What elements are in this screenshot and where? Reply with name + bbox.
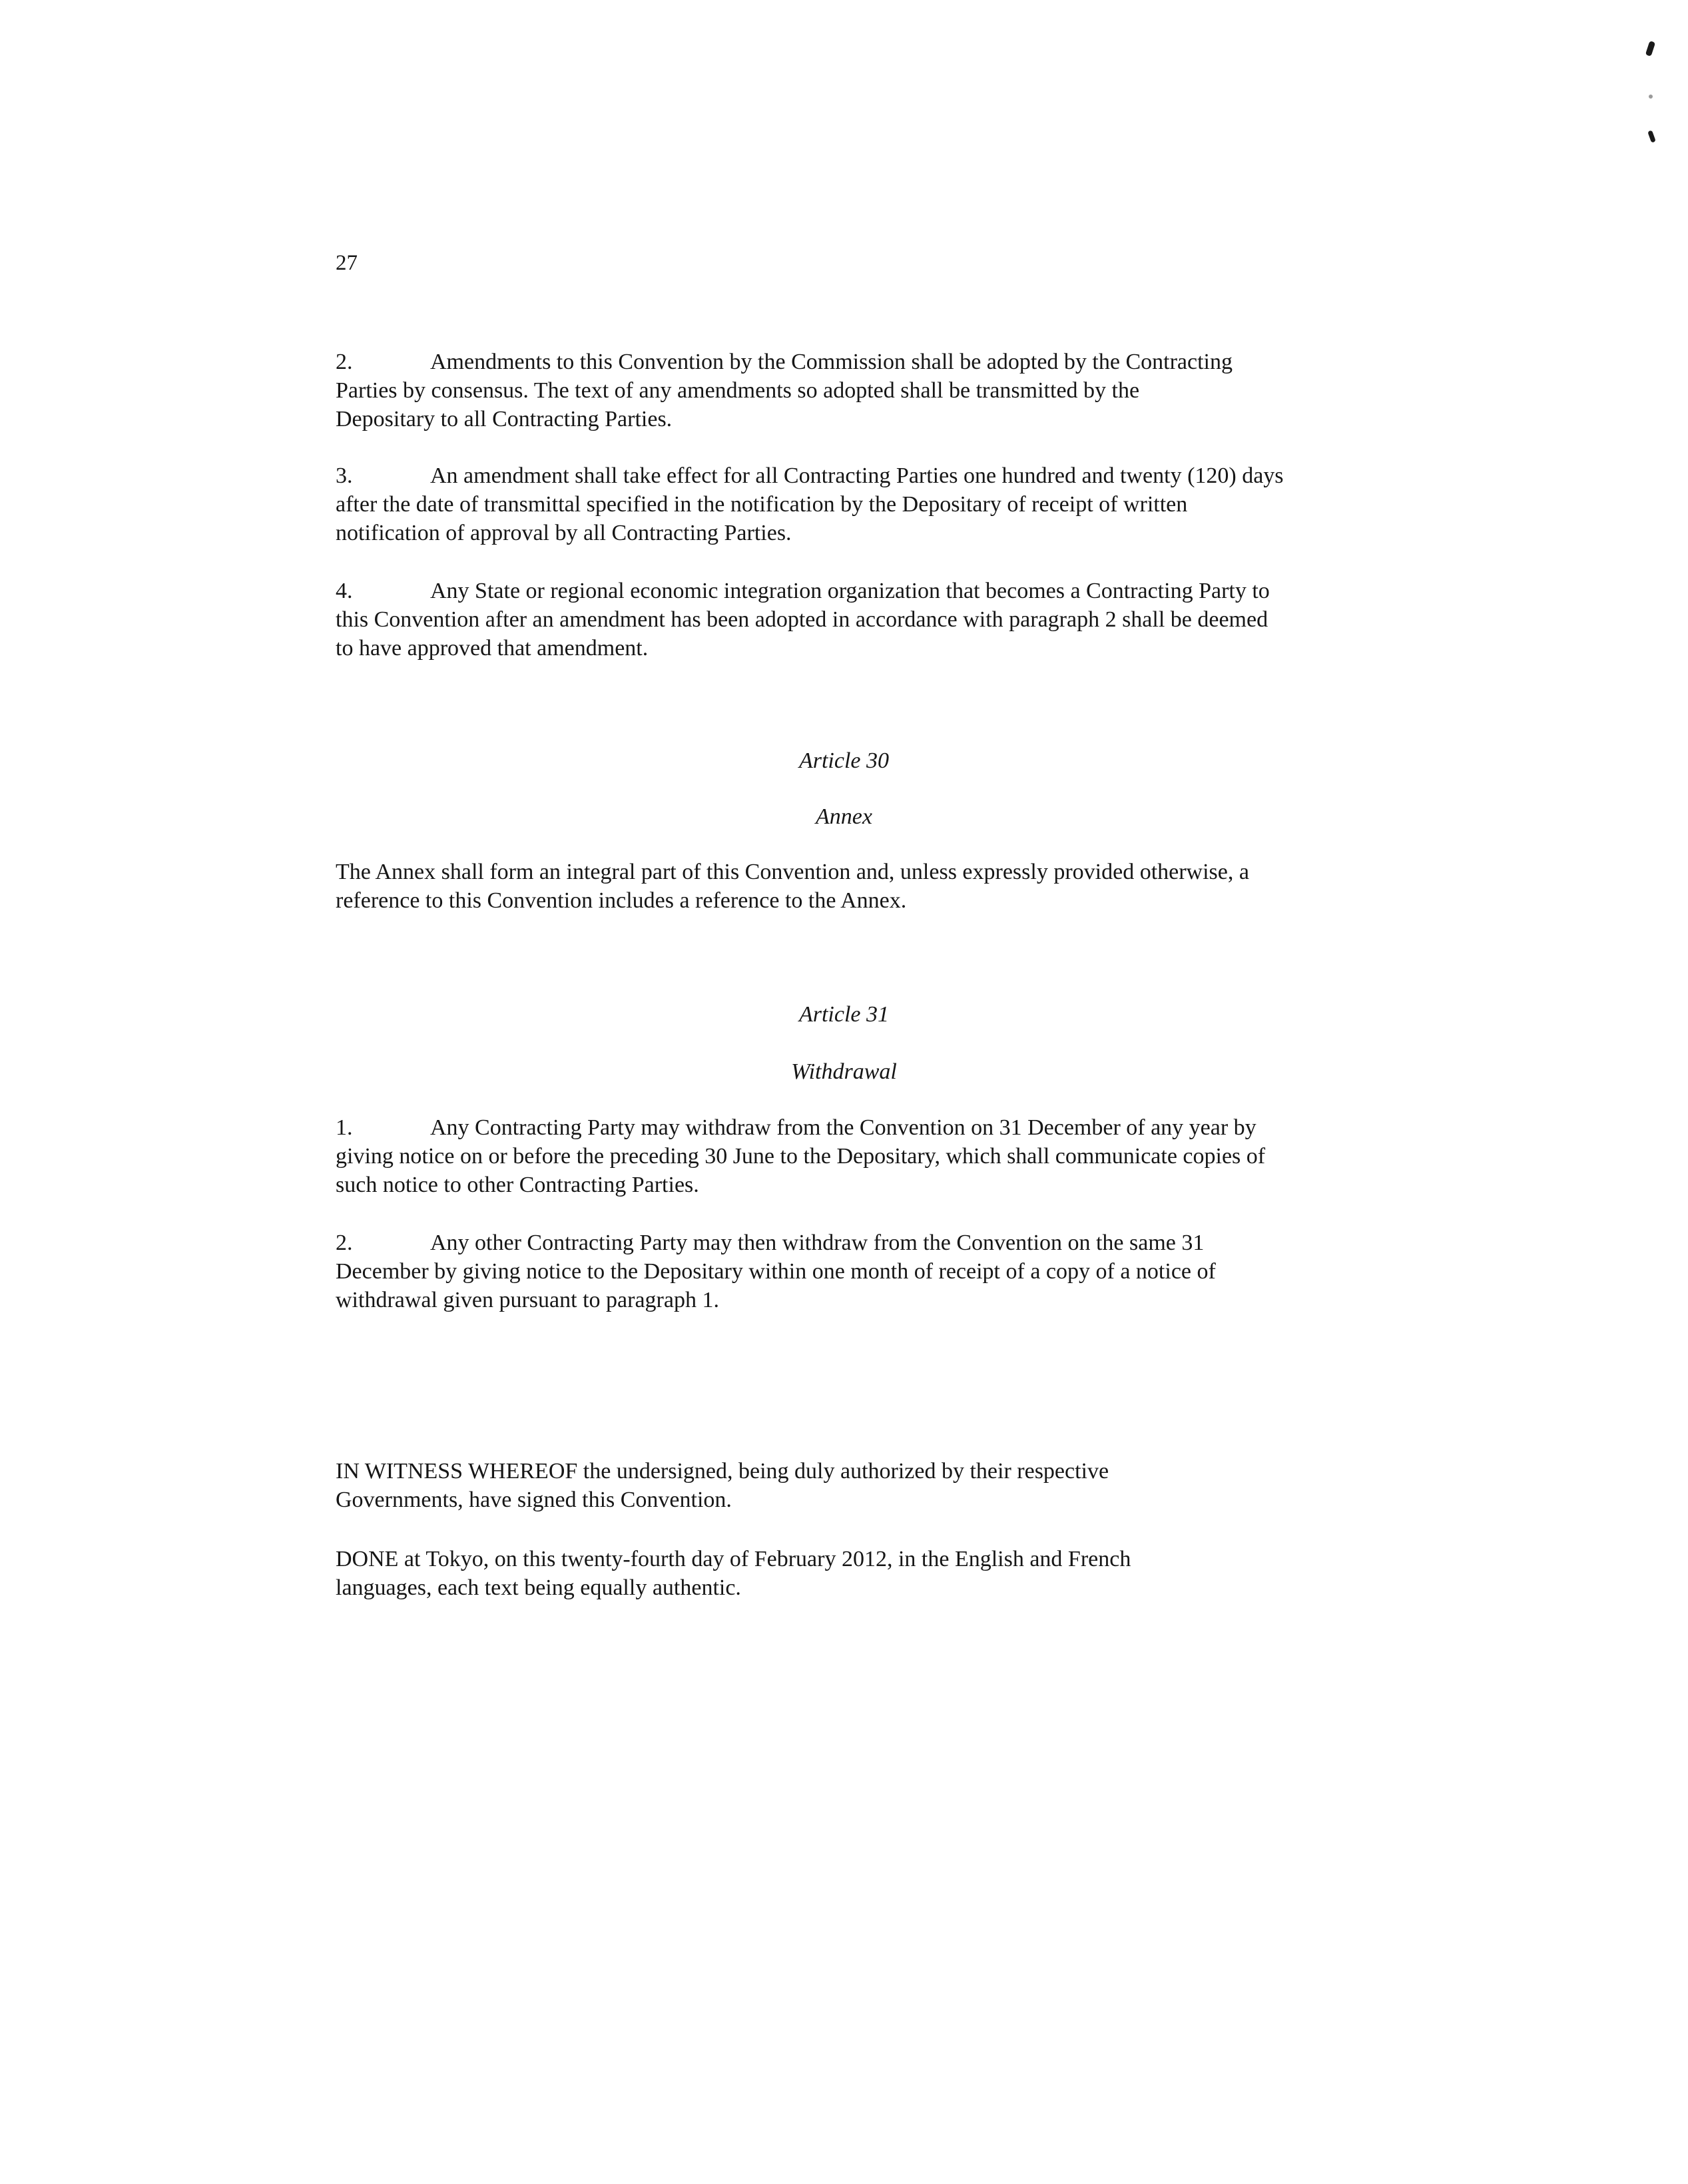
paragraph-line: after the date of transmittal specified in the notification by the Depositary of receipt of written xyxy=(336,492,1188,517)
paragraph-line: DONE at Tokyo, on this twenty-fourth day of February 2012, in the English and French xyxy=(336,1547,1131,1571)
paragraph-number: 1. xyxy=(336,1115,353,1140)
paragraph-line: withdrawal given pursuant to paragraph 1. xyxy=(336,1288,719,1312)
paragraph-line: Parties by consensus. The text of any amendments so adopted shall be transmitted by the xyxy=(336,378,1140,403)
witness-clause xyxy=(336,1457,1374,1514)
article-30-title xyxy=(0,803,1688,831)
amendment-paragraph-3 xyxy=(336,461,1374,547)
paragraph-line: this Convention after an amendment has been adopted in accordance with paragraph 2 shall be deemed xyxy=(336,607,1268,632)
paragraph-line: December by giving notice to the Depositary within one month of receipt of a copy of a notice of xyxy=(336,1259,1216,1284)
paragraph-line: IN WITNESS WHEREOF the undersigned, being duly authorized by their respective xyxy=(336,1459,1109,1484)
paragraph-number: 2. xyxy=(336,350,353,374)
paragraph-line: giving notice on or before the preceding 30 June to the Depositary, which shall communicate copies of xyxy=(336,1144,1266,1169)
article-30-text xyxy=(336,858,1374,915)
paragraph-line: The Annex shall form an integral part of this Convention and, unless expressly provided otherwise, a xyxy=(336,860,1249,884)
done-clause xyxy=(336,1545,1374,1602)
article-31-paragraph-1 xyxy=(336,1113,1374,1199)
paragraph-line: Amendments to this Convention by the Commission shall be adopted by the Contracting xyxy=(430,350,1233,374)
article-31-paragraph-2 xyxy=(336,1228,1374,1314)
paragraph-line: Any State or regional economic integration organization that becomes a Contracting Party to xyxy=(430,579,1270,603)
paragraph-line: Governments, have signed this Convention. xyxy=(336,1488,732,1512)
paragraph-line: reference to this Convention includes a reference to the Annex. xyxy=(336,888,907,913)
article-title: Annex xyxy=(816,804,872,829)
article-30-number xyxy=(0,747,1688,775)
amendment-paragraph-2 xyxy=(336,348,1374,433)
article-31-title xyxy=(0,1058,1688,1086)
paragraph-line: An amendment shall take effect for all Contracting Parties one hundred and twenty (120) days xyxy=(430,463,1284,488)
page-number: 27 xyxy=(336,251,358,275)
scan-mark-bottom xyxy=(1647,130,1656,142)
paragraph-number: 3. xyxy=(336,463,353,488)
paragraph-number: 4. xyxy=(336,579,353,603)
paragraph-line: Any Contracting Party may withdraw from the Convention on 31 December of any year by xyxy=(430,1115,1257,1140)
paragraph-number: 2. xyxy=(336,1230,353,1255)
article-number: Article 31 xyxy=(798,1002,890,1027)
paragraph-line: such notice to other Contracting Parties. xyxy=(336,1173,699,1197)
scan-mark-top xyxy=(1645,41,1655,57)
paragraph-line: to have approved that amendment. xyxy=(336,636,649,661)
article-title: Withdrawal xyxy=(791,1059,897,1084)
article-number: Article 30 xyxy=(798,748,890,773)
paragraph-line: notification of approval by all Contracting Parties. xyxy=(336,521,792,545)
amendment-paragraph-4 xyxy=(336,577,1374,663)
scan-mark-dot xyxy=(1649,95,1653,99)
paragraph-line: languages, each text being equally authentic. xyxy=(336,1575,741,1600)
paragraph-line: Depositary to all Contracting Parties. xyxy=(336,407,673,431)
article-31-number xyxy=(0,1001,1688,1029)
paragraph-line: Any other Contracting Party may then withdraw from the Convention on the same 31 xyxy=(430,1230,1205,1255)
